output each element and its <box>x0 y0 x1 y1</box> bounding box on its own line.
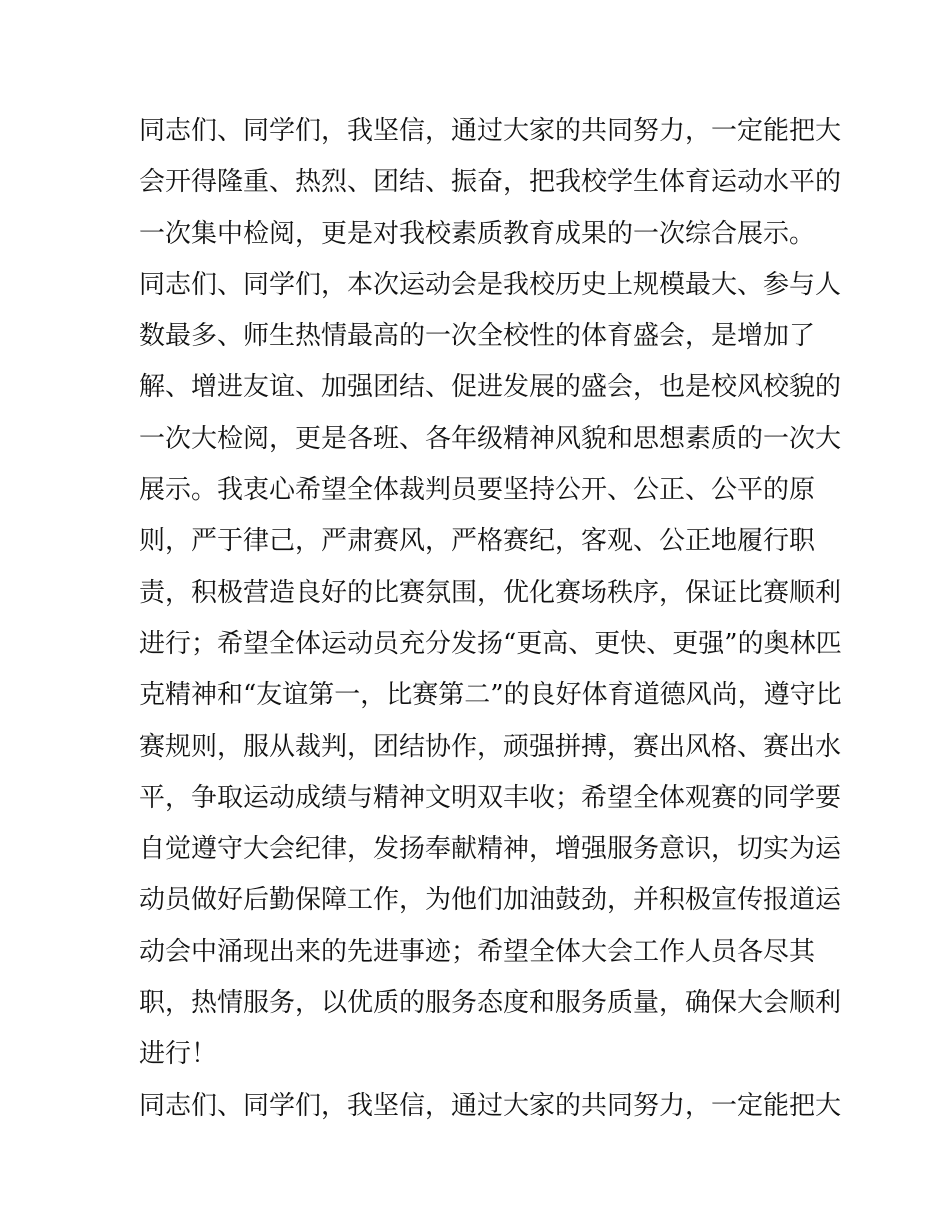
text-line: 一次大检阅，更是各班、各年级精神风貌和思想素质的一次大 <box>139 423 842 454</box>
text-line: 动员做好后勤保障工作，为他们加油鼓劲，并积极宣传报道运 <box>139 885 842 916</box>
text-line: 则，严于律己，严肃赛风，严格赛纪，客观、公正地履行职 <box>139 526 816 557</box>
text-line: 职，热情服务，以优质的服务态度和服务质量，确保大会顺利 <box>139 988 842 1019</box>
text-line: 会开得隆重、热烈、团结、振奋，把我校学生体育运动水平的 <box>139 167 842 198</box>
text-line: 责，积极营造良好的比赛氛围，优化赛场秩序，保证比赛顺利 <box>139 577 842 608</box>
text-line: 展示。我衷心希望全体裁判员要坚持公开、公正、公平的原 <box>139 475 816 506</box>
text-line: 同志们、同学们，我坚信，通过大家的共同努力，一定能把大 <box>139 1090 842 1121</box>
text-line: 数最多、师生热情最高的一次全校性的体育盛会，是增加了 <box>139 321 816 352</box>
text-line: 赛规则，服从裁判，团结协作，顽强拼搏，赛出风格、赛出水 <box>139 731 842 762</box>
text-line: 动会中涌现出来的先进事迹；希望全体大会工作人员各尽其 <box>139 936 816 967</box>
text-line: 平，争取运动成绩与精神文明双丰收；希望全体观赛的同学要 <box>139 782 842 813</box>
text-line: 解、增进友谊、加强团结、促进发展的盛会，也是校风校貌的 <box>139 372 842 403</box>
text-line: 一次集中检阅，更是对我校素质教育成果的一次综合展示。 <box>139 218 816 249</box>
document-body <box>139 106 842 1132</box>
text-line: 自觉遵守大会纪律，发扬奉献精神，增强服务意识，切实为运 <box>139 834 842 865</box>
text-line: 克精神和“友谊第一，比赛第二”的良好体育道德风尚，遵守比 <box>139 680 842 711</box>
text-line: 进行！ <box>139 1039 218 1070</box>
text-line: 同志们、同学们，我坚信，通过大家的共同努力，一定能把大 <box>139 116 842 146</box>
text-line: 进行；希望全体运动员充分发扬“更高、更快、更强”的奥林匹 <box>139 628 842 659</box>
text-line: 同志们、同学们，本次运动会是我校历史上规模最大、参与人 <box>139 269 842 300</box>
